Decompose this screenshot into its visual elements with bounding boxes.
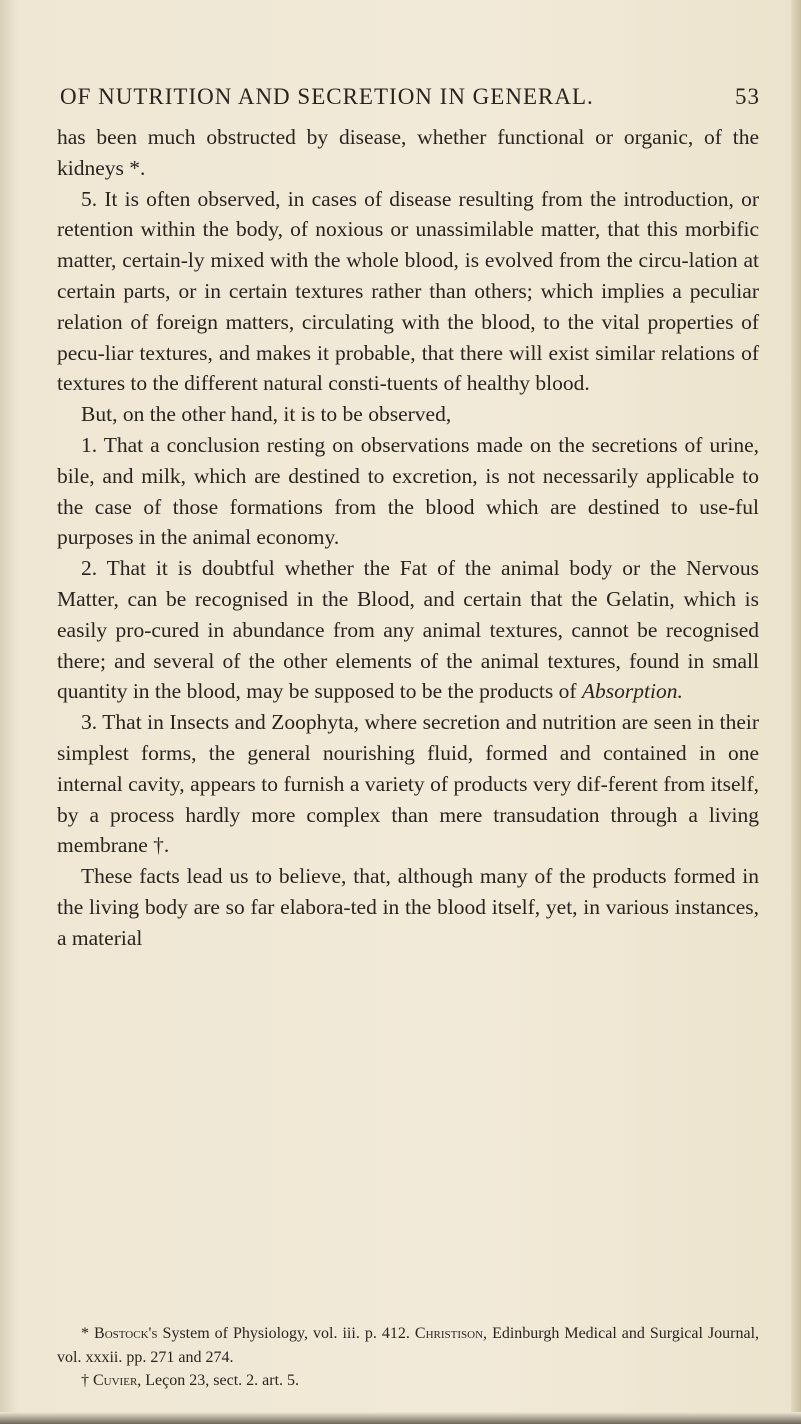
footnote-star — [57, 1322, 759, 1369]
paragraph-text: 2. That it is doubtful whether the Fat of the animal body or the Nervous Matter, can be recognised in the Blood, and certain that the Gelatin, which is easily pro-cured in abundance from any animal textures, cannot be recognised there; and several of the other elements of the animal textures, found in small quantity in the blood, may be supposed to be the products of — [57, 556, 759, 704]
running-title: OF NUTRITION AND SECRETION IN GENERAL. — [60, 84, 594, 109]
footnote-text: System of Physiology, vol. iii. p. 412. — [162, 1325, 410, 1342]
paragraph: These facts lead us to believe, that, although many of the products formed in the living body are so far elabora-ted in the blood itself, yet, in various instances, a material — [57, 864, 759, 950]
page-number: 53 — [735, 84, 760, 109]
footnotes — [57, 1322, 759, 1393]
footnote-mark: * — [81, 1325, 89, 1342]
paragraph: 3. That in Insects and Zoophyta, where secretion and nutrition are seen in their simplest forms, the general nourishing fluid, formed and contained in one internal cavity, appears to furnish a variety of products very dif-ferent from itself, by a process hardly more complex than mere transudation through a living membrane †. — [57, 710, 759, 858]
page-bottom-edge — [0, 1412, 801, 1424]
italic-term: Absorption. — [581, 679, 683, 704]
page-edge — [791, 0, 801, 1424]
footnote-author: Bostock's — [94, 1325, 158, 1342]
paragraph — [57, 553, 759, 707]
paragraph: But, on the other hand, it is to be observed, — [81, 402, 452, 427]
paragraph: has been much obstructed by disease, whether functional or organic, of the kidneys *. — [57, 125, 759, 180]
footnote-text: Leçon 23, sect. 2. art. 5. — [145, 1372, 300, 1389]
footnote-mark: † — [81, 1372, 89, 1389]
running-header — [60, 84, 760, 110]
footnote-dagger — [57, 1369, 759, 1393]
paragraph: 1. That a conclusion resting on observations made on the secretions of urine, bile, and milk, which are destined to excretion, is not necessarily applicable to the case of those formations from the blood which are destined to use-ful purposes in the animal economy. — [57, 432, 759, 550]
footnote-text: Edinburgh Medical and Surgical Journal, vol. xxxii. pp. 271 and 274. — [57, 1325, 760, 1366]
footnote-author: Cuvier, — [93, 1372, 142, 1389]
body-text — [57, 122, 759, 954]
footnote-author: Christison, — [414, 1325, 488, 1342]
paragraph: 5. It is often observed, in cases of disease resulting from the introduction, or retention within the body, of noxious or unassimilable matter, that this morbific matter, certain-ly mixed with the whole blood, is evolved from the circu-lation at certain parts, or in certain textures rather than others; which implies a peculiar relation of foreign matters, circulating with the blood, to the vital properties of pecu-liar textures, and makes it probable, that there will exist similar relations of textures to the different natural consti-tuents of healthy blood. — [57, 186, 759, 396]
